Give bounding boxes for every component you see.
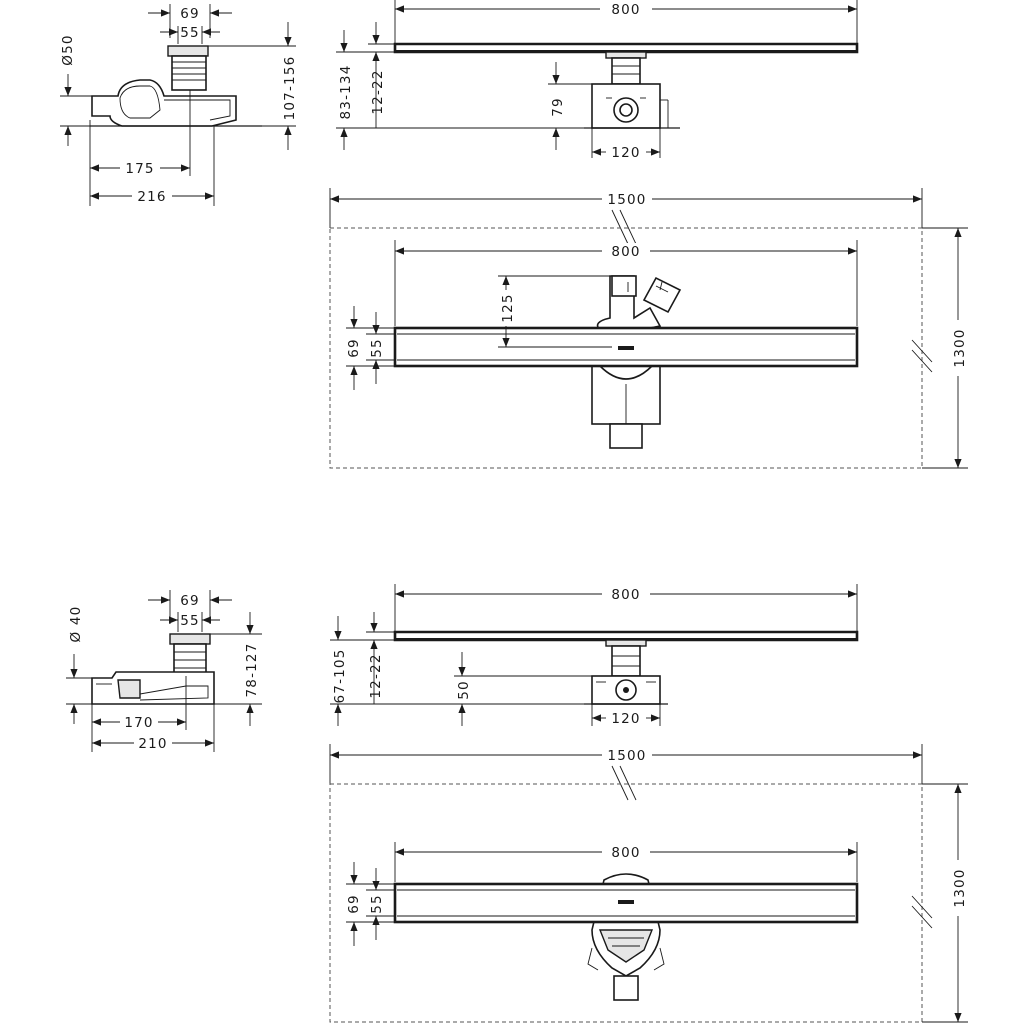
bottom-plan-outlet-pipe bbox=[614, 976, 638, 1000]
bottom-front-frame-range: 12-22 bbox=[368, 653, 384, 699]
top-front-view bbox=[336, 0, 857, 161]
top-front-box-width: 120 bbox=[611, 145, 641, 161]
top-plan-channel-length: 800 bbox=[611, 244, 641, 260]
top-plan-width-outer: 69 bbox=[346, 338, 362, 358]
top-side-drain-body bbox=[172, 56, 206, 90]
bottom-front-drain-body bbox=[612, 646, 640, 676]
bottom-side-offset: 170 bbox=[124, 715, 154, 731]
bottom-side-height-range: 78-127 bbox=[244, 642, 260, 698]
top-side-pipe-diameter: Ø50 bbox=[60, 34, 76, 66]
top-plan-outlet-length: 125 bbox=[500, 293, 516, 323]
top-front-channel-length: 800 bbox=[611, 2, 641, 18]
top-side-width-outer: 69 bbox=[180, 6, 200, 22]
top-plan-room-depth: 1300 bbox=[952, 328, 968, 368]
top-plan-outlet-pipe bbox=[610, 424, 642, 448]
top-plan-view bbox=[330, 188, 968, 468]
bottom-side-width-outer: 69 bbox=[180, 593, 200, 609]
bottom-side-width-inner: 55 bbox=[180, 613, 200, 629]
bottom-plan-channel-slot bbox=[618, 900, 634, 904]
bottom-plan-width-inner: 55 bbox=[369, 894, 385, 914]
top-side-drain-flange bbox=[168, 46, 208, 56]
top-side-view bbox=[60, 4, 298, 206]
top-front-frame-range: 12-22 bbox=[370, 69, 386, 115]
top-side-length: 216 bbox=[137, 189, 167, 205]
top-plan-room-width: 1500 bbox=[607, 192, 647, 208]
top-plan-channel-slot bbox=[618, 346, 634, 350]
bottom-front-height-range: 67-105 bbox=[332, 648, 348, 704]
top-plan-width-inner: 55 bbox=[369, 338, 385, 358]
bottom-front-box-width: 120 bbox=[611, 711, 641, 727]
bottom-side-view bbox=[66, 590, 262, 752]
top-side-height-range: 107-156 bbox=[282, 55, 298, 121]
top-front-height-range: 83-134 bbox=[338, 64, 354, 120]
bottom-front-view bbox=[330, 584, 857, 727]
bottom-plan-room-depth: 1300 bbox=[952, 868, 968, 908]
bottom-front-channel-length: 800 bbox=[611, 587, 641, 603]
top-front-drain-body bbox=[612, 58, 640, 84]
bottom-plan-width-outer: 69 bbox=[346, 894, 362, 914]
bottom-side-length: 210 bbox=[138, 736, 168, 752]
top-side-width-inner: 55 bbox=[180, 25, 200, 41]
bottom-plan-view bbox=[330, 744, 968, 1022]
top-side-offset: 175 bbox=[125, 161, 155, 177]
bottom-plan-room-width: 1500 bbox=[607, 748, 647, 764]
top-front-drop: 79 bbox=[550, 97, 566, 117]
bottom-plan-channel-length: 800 bbox=[611, 845, 641, 861]
bottom-side-pipe-diameter: Ø 40 bbox=[68, 605, 84, 643]
bottom-side-drain-flange bbox=[170, 634, 210, 644]
bottom-front-drop: 50 bbox=[456, 680, 472, 700]
